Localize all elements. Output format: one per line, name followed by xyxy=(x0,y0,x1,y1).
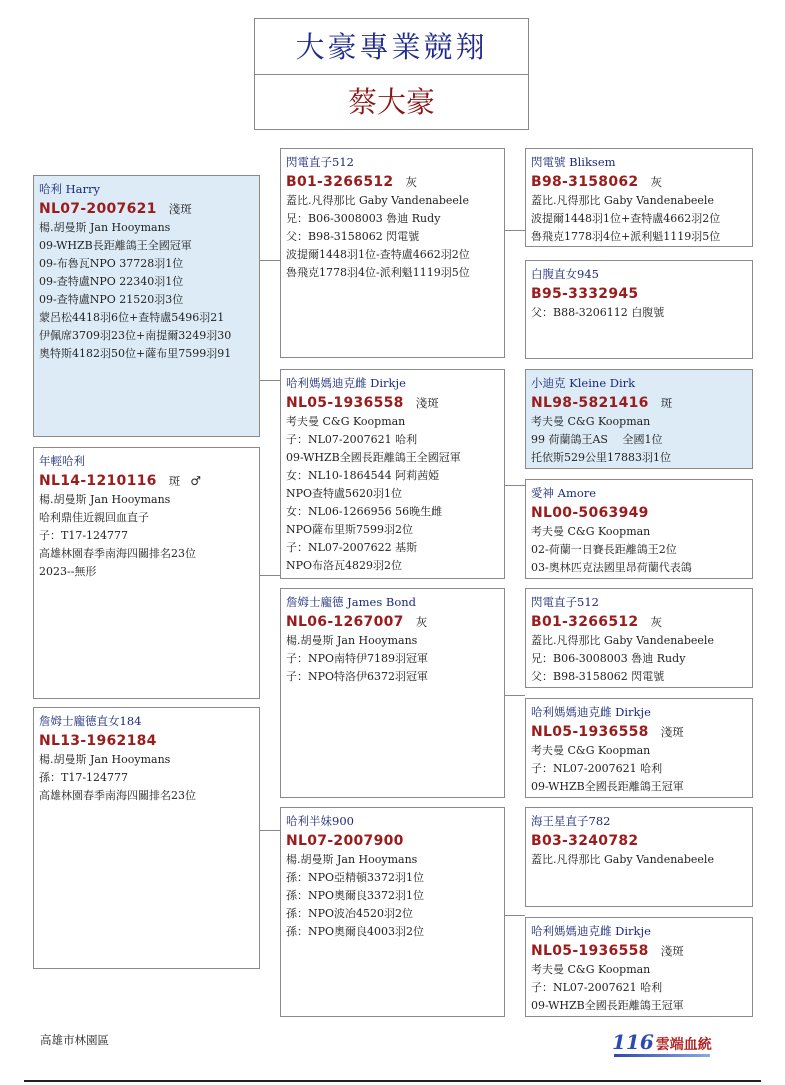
dd-line: 孫：NPO亞精頓3372羽1位 xyxy=(286,871,425,884)
dam2-line: 孫：T17-124777 xyxy=(39,771,129,784)
subject-ring: NL07-2007621 xyxy=(39,201,157,217)
dam-line: 楊.胡曼斯 Jan Hooymans xyxy=(39,493,171,506)
sds-line: 托依斯529公里17883羽1位 xyxy=(531,451,671,464)
dss-line: 蓋比.凡得那比 Gaby Vandenabeele xyxy=(531,634,714,647)
dsd-name: 哈利媽媽迪克雌 Dirkje xyxy=(531,705,651,719)
sds-color: 斑 xyxy=(660,396,673,410)
dss-color: 灰 xyxy=(650,615,662,629)
dss-name: 閃電直子512 xyxy=(531,595,599,609)
sdd-line: 考夫曼 C&G Koopman xyxy=(531,525,651,538)
dss-line: 父：B98-3158062 閃電號 xyxy=(531,670,665,683)
dam-color: 斑 xyxy=(168,474,181,488)
connector-subject-sire-v xyxy=(260,345,280,381)
dam-name: 年輕哈利 xyxy=(39,454,85,468)
sd-name: 哈利媽媽迪克雌 Dirkje xyxy=(286,376,406,390)
sd-ring: NL05-1936558 xyxy=(286,395,404,411)
ssd-line: 父：B88-3206112 白腹號 xyxy=(531,306,665,319)
connector-dam-line xyxy=(260,575,280,577)
sds-name: 小迪克 Kleine Dirk xyxy=(531,376,636,390)
dsd-ring: NL05-1936558 xyxy=(531,724,649,740)
dds-line: 蓋比.凡得那比 Gaby Vandenabeele xyxy=(531,853,714,866)
ss-line: 兄：B06-3008003 魯迪 Rudy xyxy=(286,212,441,225)
sd-line: 09-WHZB全國長距離鴿王全國冠軍 xyxy=(286,451,461,464)
ddd-line: 子：NL07-2007621 哈利 xyxy=(531,981,663,994)
sdd-line: 02-荷蘭一日賽長距離鴿王2位 xyxy=(531,543,677,556)
sss-name: 閃電號 Bliksem xyxy=(531,155,616,169)
sd-line: 女：NL10-1864544 阿莉茜婭 xyxy=(286,469,440,482)
dam-ring: NL14-1210116 xyxy=(39,473,157,489)
dds-name: 海王星直子782 xyxy=(531,814,611,828)
dam-dam-card xyxy=(280,807,505,1017)
logo-underline xyxy=(614,1054,710,1057)
dsd-line: 子：NL07-2007621 哈利 xyxy=(531,762,663,775)
sss-ring: B98-3158062 xyxy=(531,174,639,190)
sds-line: 考夫曼 C&G Koopman xyxy=(531,415,651,428)
ss-color: 灰 xyxy=(405,175,417,189)
sd-line: 女：NL06-1266956 56晚生雌 xyxy=(286,505,443,518)
sds-line: 99 荷蘭鴿王AS 全國1位 xyxy=(531,433,663,446)
logo-number: 116 xyxy=(612,1030,654,1054)
ddd-card xyxy=(525,917,753,1017)
connector-subject-sire xyxy=(260,260,280,346)
footer-location: 高雄市林園區 xyxy=(40,1033,109,1047)
ddd-line: 09-WHZB全國長距離鴿王冠軍 xyxy=(531,999,684,1012)
connector-dam2-line xyxy=(260,830,280,832)
ss-ring: B01-3266512 xyxy=(286,174,394,190)
ss-line: 蓋比.凡得那比 Gaby Vandenabeele xyxy=(286,194,469,207)
sss-line: 魯飛克1778羽4位+派利魁1119羽5位 xyxy=(531,230,721,243)
subject-line: 伊佩席3709羽23位+南提爾3249羽30 xyxy=(39,329,232,342)
subject-line: 09-查特盧NPO 21520羽3位 xyxy=(39,293,184,306)
dd-ring: NL07-2007900 xyxy=(286,833,404,849)
subject-line: 楊.胡曼斯 Jan Hooymans xyxy=(39,221,171,234)
brand-logo xyxy=(612,1030,712,1054)
dds-card xyxy=(525,807,753,907)
ss-line: 波提爾1448羽1位-查特盧4662羽2位 xyxy=(286,248,470,261)
connector-dd-ddd xyxy=(505,915,525,917)
sd-line: NPO薩布里斯7599羽2位 xyxy=(286,523,414,536)
sss-card xyxy=(525,148,753,247)
ddd-color: 淺斑 xyxy=(660,944,684,958)
subject-card xyxy=(33,175,260,437)
subject-line: 09-布魯瓦NPO 37728羽1位 xyxy=(39,257,184,270)
dam2-line: 高雄林園春季南海四關排名23位 xyxy=(39,789,196,802)
dsd-line: 考夫曼 C&G Koopman xyxy=(531,744,651,757)
dam-line: 子：T17-124777 xyxy=(39,529,129,542)
dam2-card xyxy=(33,707,260,969)
owner-name: 蔡大豪 xyxy=(347,85,435,119)
connector-sd-sdd xyxy=(505,485,525,487)
ss-line: 魯飛克1778羽4位-派利魁1119羽5位 xyxy=(286,266,470,279)
sss-line: 波提爾1448羽1位+查特盧4662羽2位 xyxy=(531,212,721,225)
dam2-line: 楊.胡曼斯 Jan Hooymans xyxy=(39,753,171,766)
dam-card xyxy=(33,447,260,699)
pedigree-header xyxy=(254,18,529,130)
dd-line: 孫：NPO奧爾良3372羽1位 xyxy=(286,889,425,902)
subject-line: 09-WHZB長距離鴿王全國冠軍 xyxy=(39,239,192,252)
ss-line: 父：B98-3158062 閃電號 xyxy=(286,230,420,243)
dam2-ring: NL13-1962184 xyxy=(39,733,157,749)
ssd-name: 白腹直女945 xyxy=(531,267,599,281)
dss-line: 兄：B06-3008003 魯迪 Rudy xyxy=(531,652,686,665)
ds-ring: NL06-1267007 xyxy=(286,614,404,630)
dam-sire-card xyxy=(280,588,505,798)
sss-line: 蓋比.凡得那比 Gaby Vandenabeele xyxy=(531,194,714,207)
ss-name: 閃電直子512 xyxy=(286,155,354,169)
dam-line: 2023--無形 xyxy=(39,565,97,578)
subject-color: 淺斑 xyxy=(168,202,192,216)
subject-name: 哈利 Harry xyxy=(39,182,101,196)
sdd-ring: NL00-5063949 xyxy=(531,505,649,521)
sds-card xyxy=(525,369,753,469)
loft-title: 大豪專業競翔 xyxy=(255,19,528,75)
dds-ring: B03-3240782 xyxy=(531,833,639,849)
dam-line: 高雄林園春季南海四關排名23位 xyxy=(39,547,196,560)
sd-line: NPO查特盧5620羽1位 xyxy=(286,487,403,500)
subject-line: 奧特斯4182羽50位+薩布里7599羽91 xyxy=(39,347,232,360)
connector-ds-dsd xyxy=(505,695,525,697)
sire-sire-card xyxy=(280,148,505,358)
bottom-rule xyxy=(24,1080,761,1082)
connector-ss-sss xyxy=(505,230,525,232)
ds-name: 詹姆士龐德 James Bond xyxy=(286,595,417,609)
ds-color: 灰 xyxy=(415,615,428,629)
sd-color: 淺斑 xyxy=(415,396,439,410)
dss-card xyxy=(525,588,753,688)
dd-line: 孫：NPO波冶4520羽2位 xyxy=(286,907,414,920)
ssd-ring: B95-3332945 xyxy=(531,286,639,302)
ds-line: 楊.胡曼斯 Jan Hooymans xyxy=(286,634,418,647)
dam-line: 哈利鼎佳近親回血直子 xyxy=(39,511,149,524)
ddd-name: 哈利媽媽迪克雌 Dirkje xyxy=(531,924,651,938)
sdd-line: 03-奧林匹克法國里昂荷蘭代表鴿 xyxy=(531,561,692,574)
sd-line: 子：NL07-2007622 基斯 xyxy=(286,541,418,554)
ds-line: 子：NPO南特伊7189羽冠軍 xyxy=(286,652,429,665)
dd-line: 楊.胡曼斯 Jan Hooymans xyxy=(286,853,418,866)
dam2-name: 詹姆士龐德直女184 xyxy=(39,714,142,728)
sdd-card xyxy=(525,479,753,579)
ds-line: 子：NPO特洛伊6372羽冠軍 xyxy=(286,670,429,683)
sd-line: 考夫曼 C&G Koopman xyxy=(286,415,406,428)
dsd-color: 淺斑 xyxy=(660,725,684,739)
sd-line: NPO布洛瓦4829羽2位 xyxy=(286,559,403,572)
subject-line: 09-查特盧NPO 22340羽1位 xyxy=(39,275,184,288)
sd-line: 子：NL07-2007621 哈利 xyxy=(286,433,418,446)
sss-color: 灰 xyxy=(650,175,662,189)
dss-ring: B01-3266512 xyxy=(531,614,639,630)
subject-line: 蒙呂松4418羽6位+查特盧5496羽21 xyxy=(39,311,225,324)
dd-name: 哈利半妹900 xyxy=(286,814,354,828)
logo-text: 雲端血統 xyxy=(655,1037,712,1053)
ddd-ring: NL05-1936558 xyxy=(531,943,649,959)
ssd-card xyxy=(525,260,753,359)
dam-sex-icon: ♂ xyxy=(190,474,201,488)
sds-ring: NL98-5821416 xyxy=(531,395,649,411)
dsd-card xyxy=(525,698,753,798)
dd-line: 孫：NPO奧爾良4003羽2位 xyxy=(286,925,425,938)
sdd-name: 愛神 Amore xyxy=(531,486,597,500)
dsd-line: 09-WHZB全國長距離鴿王冠軍 xyxy=(531,780,684,793)
sire-dam-card xyxy=(280,369,505,579)
ddd-line: 考夫曼 C&G Koopman xyxy=(531,963,651,976)
